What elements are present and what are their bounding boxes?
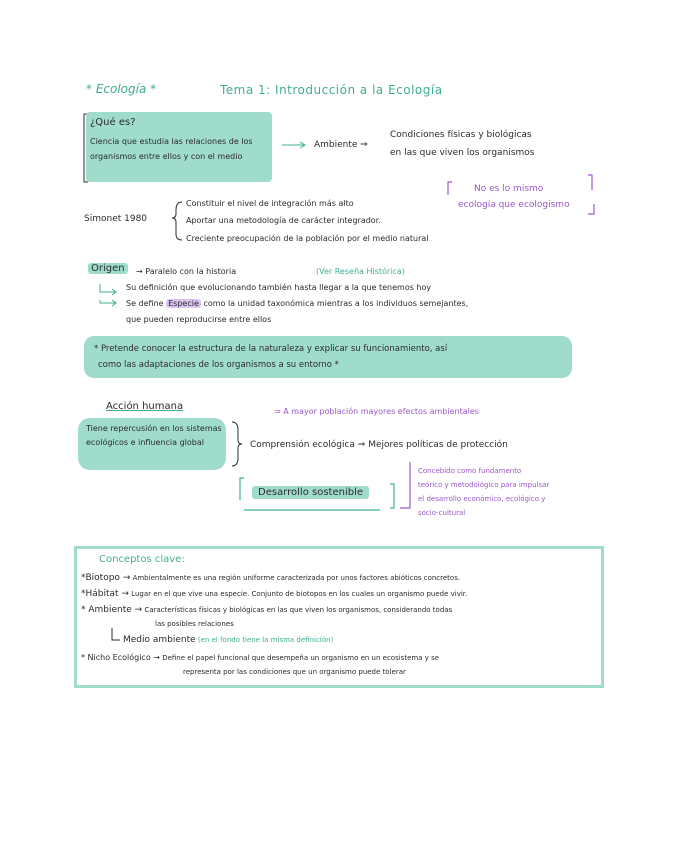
ambiente-definition: Características físicas y biológicas en las que viven los organismos, considerando todas bbox=[144, 606, 453, 614]
simonet-item: Constituir el nivel de integración más alto bbox=[186, 199, 354, 208]
goal-text-1: * Pretende conocer la estructura de la naturaleza y explicar su funcionamiento, así bbox=[94, 344, 448, 354]
concepto-1: Concebido como fundamento bbox=[418, 467, 522, 475]
medio-ambiente-note: (en el fondo tiene la misma definición) bbox=[197, 636, 334, 644]
origen-line-1: → Paralelo con la historia bbox=[136, 267, 237, 276]
biotopo-definition: Ambientalmente es una región uniforme caracterizada por unos factores abióticos concretos. bbox=[132, 574, 461, 582]
concepto-3: el desarrollo económico, ecológico y bbox=[418, 495, 546, 503]
ambiente-desc-1: Condiciones físicas y biológicas bbox=[390, 130, 532, 140]
medio-ambiente-term: Medio ambiente bbox=[123, 635, 196, 645]
impact-box bbox=[78, 418, 226, 470]
ambiente-definition-cont: las posibles relaciones bbox=[155, 620, 234, 628]
nicho-term: * Nicho Ecológico → bbox=[81, 653, 160, 662]
origen-line-4: que pueden reproducirse entre ellos bbox=[126, 315, 272, 324]
origen-line-3a: Se define bbox=[126, 299, 164, 308]
ecology-definition: Ciencia que estudia las relaciones de los organismos entre ellos y con el medio bbox=[90, 137, 253, 161]
concepto-4: socio-cultural bbox=[418, 509, 466, 517]
habitat-term: *Hábitat → bbox=[81, 589, 129, 599]
goal-box bbox=[84, 336, 572, 378]
topic-title: Tema 1: Introducción a la Ecología bbox=[220, 83, 443, 97]
habitat-definition: Lugar en el que vive una especie. Conjunto de biotopos en los cuales un organismo puede vivir. bbox=[131, 590, 468, 598]
desarrollo-sostenible bbox=[252, 486, 369, 499]
desarrollo-highlight: Desarrollo sostenible bbox=[252, 486, 369, 499]
simonet-item: Aportar una metodología de carácter integrador. bbox=[186, 216, 381, 225]
subject-title: * Ecología * bbox=[86, 82, 157, 96]
origen-highlight: Origen bbox=[88, 263, 128, 274]
nicho-definition: Define el papel funcional que desempeña un organismo en un ecosistema y se bbox=[162, 654, 440, 662]
concept-habitat bbox=[81, 589, 467, 599]
origen-line-3b: como la unidad taxonómica mientras a los individuos semejantes, bbox=[203, 299, 469, 308]
ambiente-desc-2: en las que viven los organismos bbox=[390, 148, 535, 158]
ambiente-label: Ambiente ⇒ bbox=[314, 140, 368, 150]
nicho-definition-cont: representa por las condiciones que un organismo puede tolerar bbox=[183, 668, 406, 676]
ambiente-term: * Ambiente → bbox=[81, 605, 143, 615]
origen-label bbox=[88, 262, 128, 275]
concept-medio-ambiente bbox=[123, 635, 333, 645]
biotopo-term: *Biotopo → bbox=[81, 573, 131, 583]
concept-biotopo bbox=[81, 573, 460, 583]
key-concepts-title: Conceptos clave: bbox=[99, 554, 185, 565]
definition-box bbox=[86, 112, 272, 182]
origen-line-3 bbox=[126, 298, 468, 309]
concept-ambiente bbox=[81, 605, 452, 615]
origen-line-2: Su definición que evolucionando también hasta llegar a la que tenemos hoy bbox=[126, 283, 432, 292]
goal-text-2: como las adaptaciones de los organismos a su entorno * bbox=[98, 360, 339, 370]
origen-note: (Ver Reseña Histórica) bbox=[316, 267, 405, 276]
population-effects-note: ⇒ A mayor población mayores efectos ambientales bbox=[274, 407, 479, 416]
simonet-label: Simonet 1980 bbox=[84, 214, 148, 224]
key-concepts-box bbox=[74, 546, 604, 688]
note-ecology-ecologism: ecología que ecologismo bbox=[458, 200, 570, 210]
note-not-same: No es lo mismo bbox=[474, 184, 544, 194]
species-highlight: Especie bbox=[168, 299, 199, 308]
accion-title: Acción humana bbox=[106, 401, 184, 412]
comprension-line: Comprensión ecológica ⇒ Mejores políticas de protección bbox=[250, 440, 508, 450]
concept-nicho bbox=[81, 653, 439, 663]
simonet-item: Creciente preocupación de la población por el medio natural bbox=[186, 234, 429, 243]
impact-text: Tiene repercusión en los sistemas ecológicos e influencia global bbox=[86, 424, 222, 447]
question-label: ¿Qué es? bbox=[90, 117, 136, 128]
concepto-2: teórico y metodológico para impulsar bbox=[418, 481, 550, 489]
